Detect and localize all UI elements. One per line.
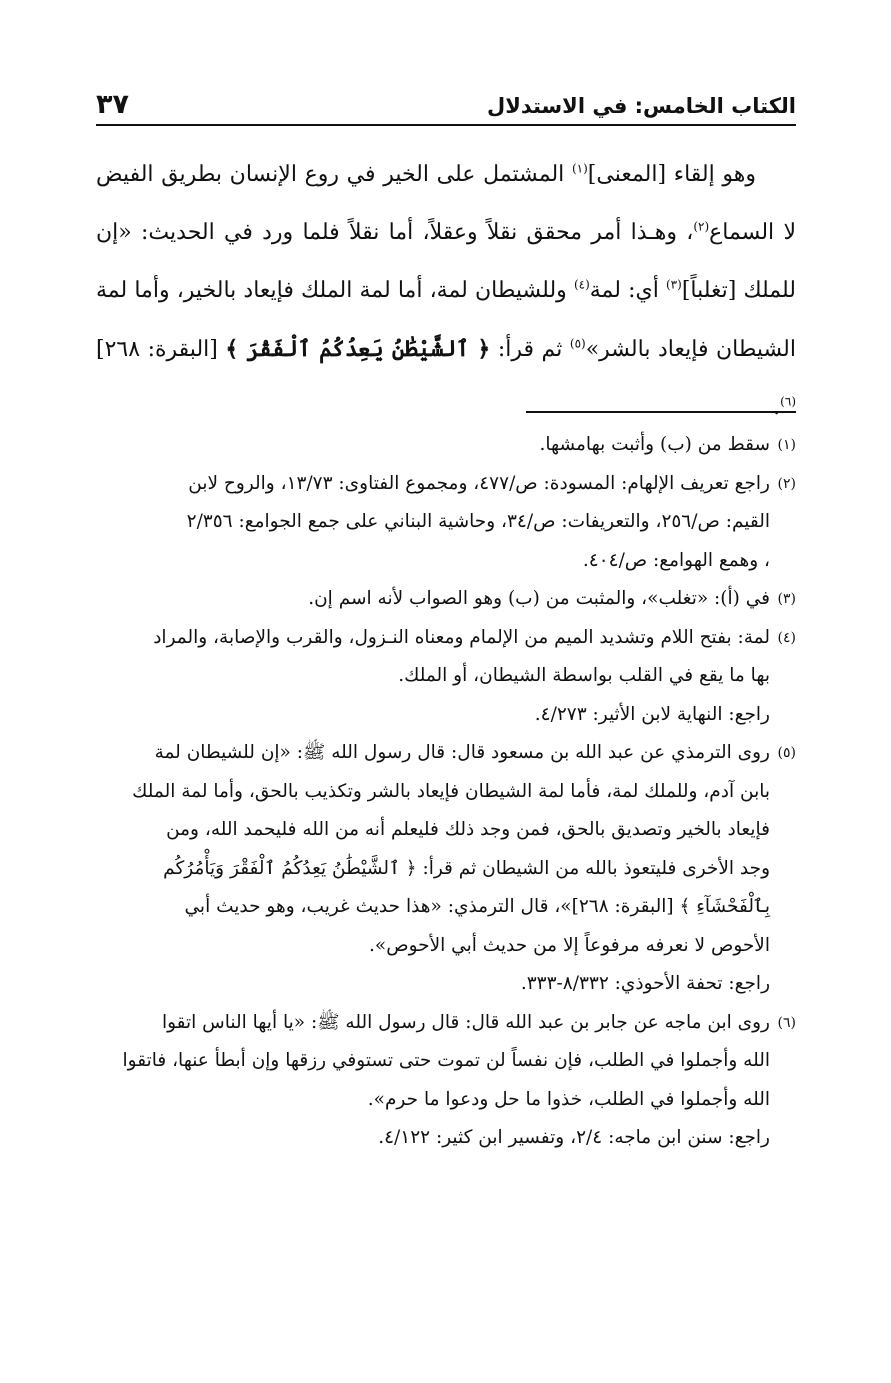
main-text bbox=[96, 146, 796, 437]
footnote-line: فإيعاد بالخير وتصديق بالحق، فمن وجد ذلك فليعلم أنه من الله فليحمد الله، ومن bbox=[166, 819, 770, 840]
footnote-line: لمة: بفتح اللام وتشديد الميم من الإلمام ومعناه النـزول، والقرب والإصابة، والمراد bbox=[153, 626, 770, 648]
verse-reference: [البقرة: ٢٦٨] bbox=[96, 337, 226, 362]
footnote-number: (٦) bbox=[777, 1014, 796, 1031]
footnote bbox=[96, 619, 796, 735]
footnote-ref: (٦) bbox=[780, 394, 796, 409]
footnote bbox=[96, 1004, 796, 1158]
footnote-line: الله وأجملوا في الطلب، خذوا ما حل ودعوا ما حرم». bbox=[367, 1088, 770, 1110]
page-number: ٣٧ bbox=[96, 89, 129, 120]
footnote-line: بها ما يقع في القلب بواسطة الشيطان، أو الملك. bbox=[398, 665, 770, 686]
text-run: وهو إلقاء [المعنى] bbox=[587, 162, 757, 187]
footnote-line: بِٱلْفَحْشَآءِ ﴾ [البقرة: ٢٦٨]»، قال الترمذي: «هذا حديث غريب، وهو حديث أبي bbox=[184, 896, 770, 917]
footnote-ref: (٥) bbox=[569, 336, 586, 351]
footnote-ref: (١) bbox=[571, 161, 588, 176]
footnote-line: راجع: النهاية لابن الأثير: ٤/٢٧٣. bbox=[534, 703, 770, 725]
footnote-ref: (٣) bbox=[665, 277, 682, 292]
footnote bbox=[96, 734, 796, 1004]
footnote-line: روى ابن ماجه عن جابر بن عبد الله قال: قال رسول الله ﷺ: «يا أيها الناس اتقوا bbox=[161, 1011, 770, 1033]
footnote-number: (١) bbox=[777, 437, 796, 453]
footnote-line: راجع: سنن ابن ماجه: ٢/٤، وتفسير ابن كثير: ٤/١٢٢. bbox=[378, 1127, 770, 1148]
text-run: وللشيطان لمة، أما لمة الملك فإيعاد بالخير، وأما لمة الشيطان فإيعاد بالشر» bbox=[96, 278, 796, 362]
footnote-line: بابن آدم، وللملك لمة، فأما لمة الشيطان فإيعاد بالشر وتكذيب بالحق، وأما لمة الملك bbox=[132, 780, 770, 802]
text-run: أي: لمة bbox=[589, 278, 666, 303]
main-paragraph bbox=[96, 146, 796, 437]
footnote-number: (٤) bbox=[777, 629, 796, 646]
footnote-line: راجع تعريف الإلهام: المسودة: ص/٤٧٧، ومجموع الفتاوى: ١٣/٧٣، والروح لابن bbox=[188, 472, 770, 494]
footnotes bbox=[96, 426, 796, 1158]
text-run: ، وهـذا أمر محقق نقلاً وعقلاً، أما نقلاً فلما ورد في الحديث: «إن للملك [تغلباً] bbox=[96, 220, 796, 303]
footnote-ref: (٤) bbox=[573, 277, 590, 292]
text-run: ثم قرأ: bbox=[490, 337, 570, 362]
footnote-line: الله وأجملوا في الطلب، فإن نفساً لن تموت حتى تستوفي رزقها وإن أبطأ عنها، فاتقوا bbox=[122, 1050, 770, 1071]
footnote-line: روى الترمذي عن عبد الله بن مسعود قال: قال رسول الله ﷺ: «إن للشيطان لمة bbox=[154, 742, 770, 763]
footnote-line: في (أ): «تغلب»، والمثبت من (ب) وهو الصواب لأنه اسم إن. bbox=[308, 588, 770, 609]
footnote-number: (٥) bbox=[777, 745, 796, 761]
footnote bbox=[96, 580, 796, 619]
footnote bbox=[96, 465, 796, 581]
footnote bbox=[96, 426, 796, 465]
text-run: . bbox=[773, 395, 781, 420]
footnote-number: (٣) bbox=[777, 591, 796, 607]
footnote-line: راجع: تحفة الأحوذي: ٨/٣٣٢-٣٣٣. bbox=[520, 973, 770, 994]
footnote-line: القيم: ص/٢٥٦، والتعريفات: ص/٣٤، وحاشية البناني على جمع الجوامع: ٢/٣٥٦ bbox=[186, 511, 770, 532]
quran-verse: ﴿ ٱلشَّيْطَٰنُ يَعِدُكُمُ ٱلْفَقْرَ ﴾ bbox=[225, 336, 491, 362]
footnote-number: (٢) bbox=[777, 475, 796, 492]
running-title: الكتاب الخامس: في الاستدلال bbox=[486, 94, 796, 118]
footnote-ref: (٢) bbox=[693, 219, 710, 234]
text-run: المشتمل على الخير في روع الإنسان بطريق الفيض لا السماع bbox=[96, 162, 796, 245]
footnote-line: سقط من (ب) وأثبت بهامشها. bbox=[539, 434, 770, 455]
footnote-line: ، وهمع الهوامع: ص/٤٠٤. bbox=[582, 549, 770, 571]
footnote-line: وجد الأخرى فليتعوذ بالله من الشيطان ثم قرأ: ﴿ ٱلشَّيْطَٰنُ يَعِدُكُمُ ٱلْفَقْرَ وَيَأْمُرُكُم bbox=[163, 857, 770, 879]
footnote-separator bbox=[526, 411, 796, 413]
footnote-line: الأحوص لا نعرفه مرفوعاً إلا من حديث أبي الأحوص». bbox=[369, 934, 770, 956]
page-header bbox=[96, 84, 796, 126]
